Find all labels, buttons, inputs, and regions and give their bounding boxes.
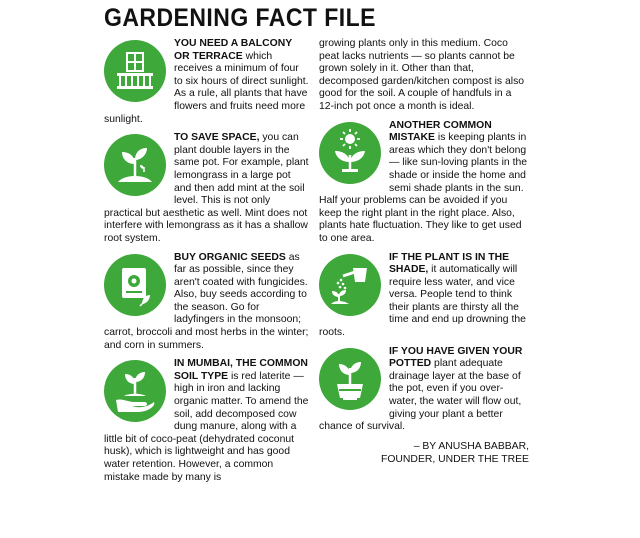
fact-text: which receives a minimum of four to six hours of direct sunlight. As a rule, all plants that have flowers and fruits need more sunlight. xyxy=(104,50,309,125)
right-column xyxy=(319,38,529,466)
sun-plant-icon xyxy=(319,122,381,184)
fact-text: plant adequate drainage layer at the base of the pot, even if you over-water, the water will flow out, giving your plant a better chance of survival. xyxy=(319,358,522,433)
fact-text: you can plant double layers in the same pot. For example, plant lemongrass in a large pot and then add mint at the soil level. This is not only practical but aesthetic as well. Mint does not interfere with lemongrass as it has a shallow root system. xyxy=(104,132,309,244)
fact-balcony xyxy=(104,38,309,126)
balcony-icon xyxy=(104,40,166,102)
fact-lead: IF THE PLANT IS IN THE SHADE, xyxy=(389,251,510,276)
fact-mumbai-soil xyxy=(104,358,309,484)
seed-packet-icon xyxy=(104,254,166,316)
fact-lead: YOU NEED A BALCONY OR TERRACE xyxy=(174,38,292,62)
fact-potted xyxy=(319,346,529,434)
fact-text: is red laterite — high in iron and lacking organic matter. To amend the soil, add decomposed cow dung manure, along with a little bit of coco-peat (dehydrated coconut husk), which is lightweight and has good water retention. However, a common mistake made by many is xyxy=(104,370,309,483)
byline-affiliation: FOUNDER, UNDER THE TREE xyxy=(381,453,529,465)
fact-organic-seeds xyxy=(104,252,309,353)
byline xyxy=(319,440,529,466)
fact-shade xyxy=(319,252,529,340)
fact-lead: BUY ORGANIC SEEDS xyxy=(174,251,286,263)
hand-plant-icon xyxy=(104,360,166,422)
fact-text: as far as possible, since they aren't coated with fungicides. Also, buy seeds according to the season. Go for ladyfingers in the monsoon; carrot, broccoli and most herbs in the winter; and corn in summers. xyxy=(104,251,309,351)
fact-lead: IF YOU HAVE GIVEN YOUR POTTED xyxy=(389,345,523,370)
fact-text: it automatically will require less water, and vice versa. People tend to think their plants are thirsty all the time and end up drowning the roots. xyxy=(319,264,526,339)
fact-lead: ANOTHER COMMON MISTAKE xyxy=(389,119,492,144)
seedling-icon xyxy=(104,134,166,196)
fact-lead: TO SAVE SPACE, xyxy=(174,132,260,144)
fact-lead: IN MUMBAI, THE COMMON SOIL TYPE xyxy=(174,358,308,382)
watering-can-icon xyxy=(319,254,381,316)
fact-text: growing plants only in this medium. Coco peat lacks nutrients — so plants cannot be grown solely in it. Other than that, decomposed garden/kitchen compost is also good for the soil. A couple of handfuls in a 12-inch pot once a month is ideal. xyxy=(319,38,525,112)
fact-save-space xyxy=(104,132,309,245)
fact-common-mistake xyxy=(319,120,529,246)
byline-author: – BY ANUSHA BABBAR, xyxy=(413,440,529,452)
fact-text: is keeping plants in areas which they don't belong — like sun-loving plants in the shade or inside the home and semi shade plants in the sun. Half your problems can be avoided if you keep the right plant in the right place. Also, plants hate fluctuation. They like to get used to one area. xyxy=(319,132,528,244)
continuation-text xyxy=(319,38,529,114)
potted-plant-icon xyxy=(319,348,381,410)
left-column xyxy=(104,38,309,490)
page-title: GARDENING FACT FILE xyxy=(104,4,376,32)
